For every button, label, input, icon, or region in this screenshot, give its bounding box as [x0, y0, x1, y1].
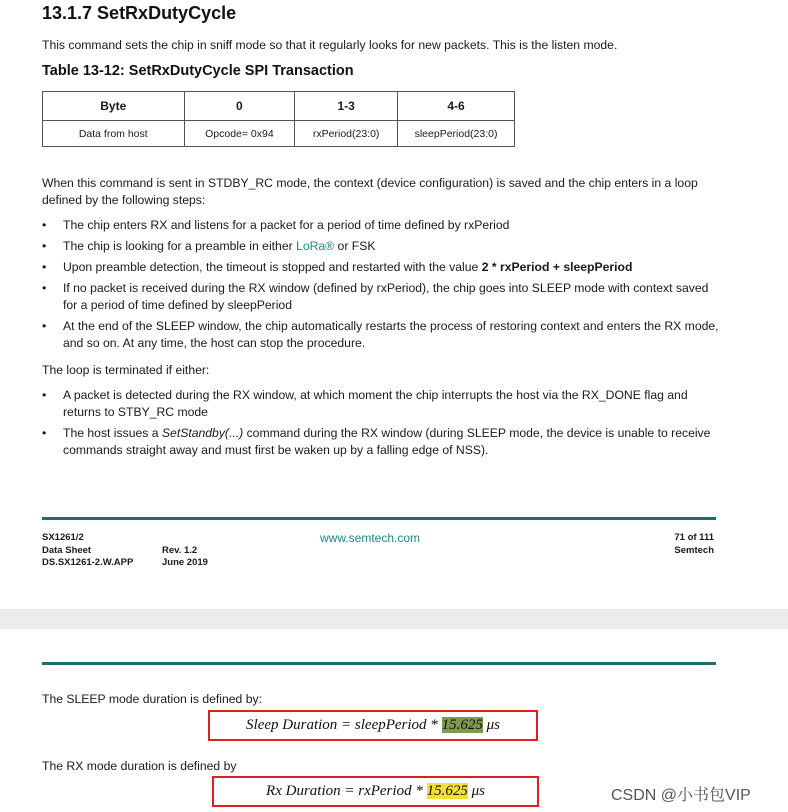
- equation-unit: μs: [467, 783, 485, 799]
- csdn-watermark: CSDN @小书包VIP: [611, 787, 751, 804]
- paragraph-line: When this command is sent in STDBY_RC mode, the context (device configuration) is saved and the chip enters in a loop: [42, 176, 698, 190]
- equation-unit: μs: [482, 717, 500, 733]
- list-item: [42, 425, 722, 459]
- footer-company: Semtech: [674, 544, 714, 556]
- table-cell: rxPeriod(23:0): [295, 121, 398, 147]
- timeout-formula: 2 * rxPeriod + sleepPeriod: [481, 260, 633, 274]
- footer-doc-id: SX1261/2: [42, 532, 84, 543]
- list-item-text: The chip enters RX and listens for a packet for a period of time defined by rxPeriod: [63, 218, 510, 232]
- footer-doc-code: DS.SX1261-2.W.APP: [42, 557, 134, 568]
- list-item: [42, 238, 722, 255]
- table-cell: Opcode= 0x94: [184, 121, 295, 147]
- list-item-text: The host issues a: [63, 426, 162, 440]
- table-header: Byte: [43, 92, 185, 121]
- footer-page-info: [616, 532, 714, 557]
- header-rule: [42, 662, 716, 665]
- sleep-duration-label: The SLEEP mode duration is defined by:: [42, 692, 262, 706]
- highlighted-value: 15.625: [441, 717, 483, 733]
- table-title: Table 13-12: SetRxDutyCycle SPI Transaction: [42, 63, 354, 79]
- highlighted-value: 15.625: [426, 783, 468, 799]
- list-item-text: If no packet is received during the RX window (defined by rxPeriod), the chip goes into SLEEP mode with context saved for a period of time defined by sleepPeriod: [63, 281, 709, 312]
- setstandby-command: SetStandby(...): [161, 426, 244, 440]
- list-item-text: Upon preamble detection, the timeout is stopped and restarted with the value: [63, 260, 482, 274]
- steps-list: [42, 217, 722, 356]
- equation-text: Rx Duration = rxPeriod *: [266, 783, 427, 799]
- list-item: [42, 318, 722, 352]
- list-item: [42, 259, 722, 276]
- table-header: 0: [184, 92, 295, 121]
- table-cell: sleepPeriod(23:0): [398, 121, 515, 147]
- footer-url-link[interactable]: www.semtech.com: [320, 531, 421, 545]
- footer-rev-info: [162, 545, 208, 570]
- rx-duration-label: The RX mode duration is defined by: [42, 759, 237, 773]
- section-title: 13.1.7 SetRxDutyCycle: [42, 3, 237, 23]
- footer-doc-type: Data Sheet: [42, 544, 92, 556]
- equation-text: Sleep Duration = sleepPeriod *: [246, 717, 442, 733]
- list-item-text: The chip is looking for a preamble in either: [63, 239, 297, 253]
- sleep-duration-equation: [208, 710, 538, 741]
- termination-list: [42, 387, 722, 463]
- footer-rule: [42, 517, 716, 520]
- list-item: [42, 387, 722, 421]
- list-item-text: A packet is detected during the RX window, at which moment the chip interrupts the host via the RX_DONE flag and returns to STBY_RC mode: [63, 388, 688, 419]
- footer-date: June 2019: [162, 557, 208, 568]
- loop-terminated-text: The loop is terminated if either:: [42, 363, 210, 377]
- spi-transaction-table: [42, 91, 515, 147]
- intro-text: This command sets the chip in sniff mode so that it regularly looks for new packets. This is the listen mode.: [42, 38, 618, 52]
- page-gap: [0, 609, 788, 629]
- list-item-text: or FSK: [334, 239, 376, 253]
- paragraph-line: defined by the following steps:: [42, 193, 206, 207]
- rx-duration-equation: [212, 776, 539, 807]
- lora-link[interactable]: LoRa®: [296, 239, 335, 253]
- footer-page-number: 71 of 111: [674, 532, 714, 543]
- footer-doc-info: [42, 532, 133, 570]
- list-item: [42, 217, 722, 234]
- list-item-text: command during the RX window (during SLEEP mode, the device is unable to receive commands straight away and must first be waken up by a falling edge of NSS).: [63, 426, 711, 457]
- table-header: 1-3: [295, 92, 398, 121]
- table-cell: Data from host: [43, 121, 185, 147]
- table-header: 4-6: [398, 92, 515, 121]
- list-item-text: At the end of the SLEEP window, the chip automatically restarts the process of restoring context and enters the RX mode, and so on. At any time, the host can stop the procedure.: [63, 319, 719, 350]
- footer-rev: Rev. 1.2: [162, 544, 198, 556]
- list-item: [42, 280, 722, 314]
